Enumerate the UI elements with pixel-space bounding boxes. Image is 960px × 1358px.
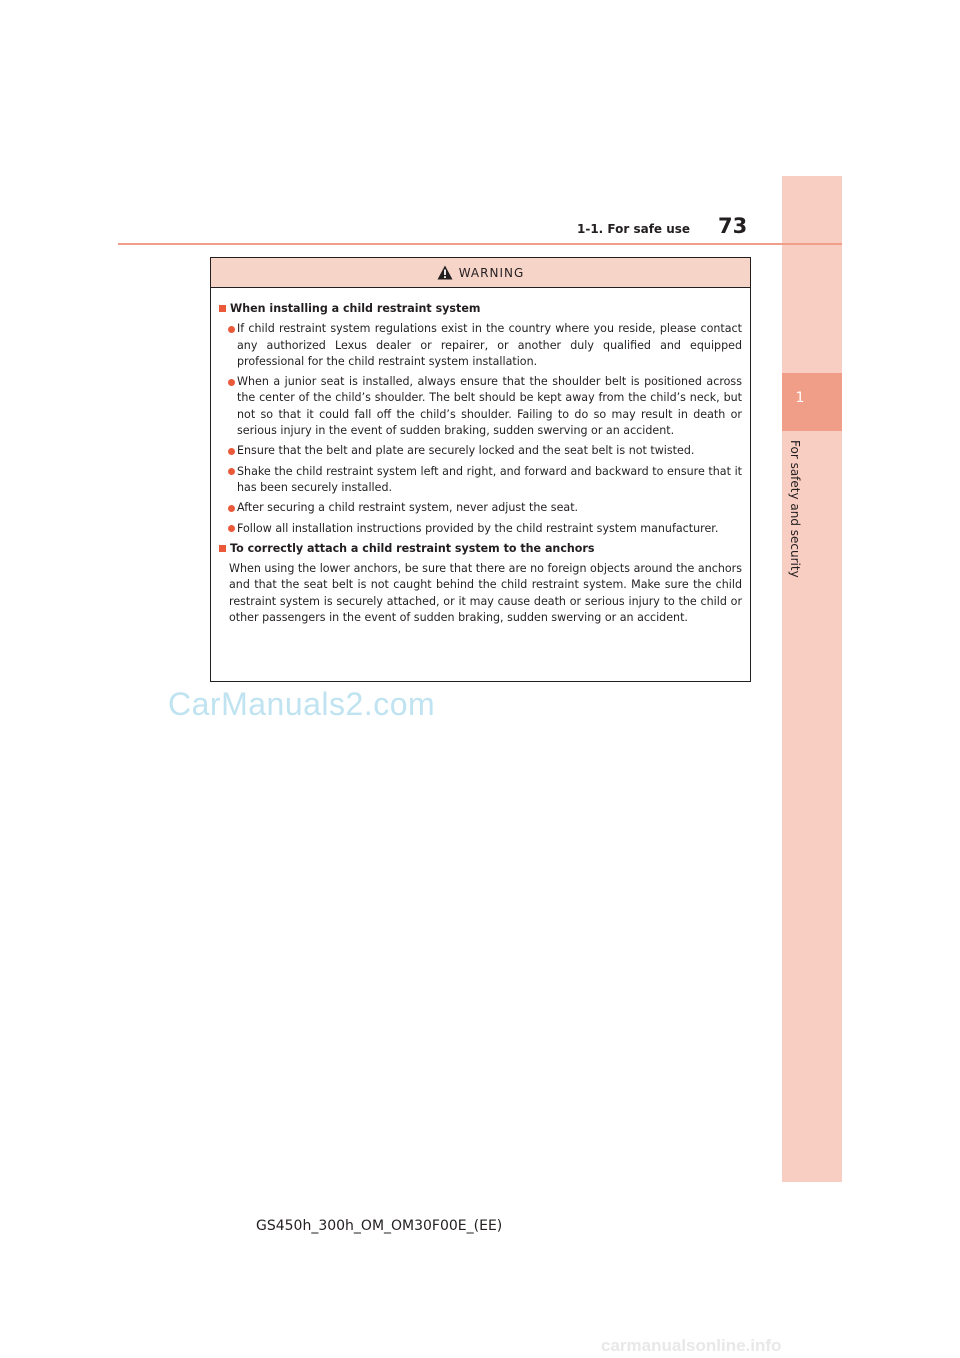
warning-title: WARNING — [458, 265, 525, 280]
section-title: 1-1. For safe use — [577, 222, 691, 236]
list-item-text: After securing a child restraint system, never adjust the seat. — [237, 501, 579, 515]
footer-model-code: GS450h_300h_OM_OM30F00E_(EE) — [256, 1218, 503, 1234]
warning-header — [211, 258, 750, 288]
list-item-text: Follow all installation instructions provided by the child restraint system manufacturer. — [237, 521, 719, 535]
square-bullet-icon — [219, 305, 226, 312]
round-bullet-icon — [228, 505, 235, 512]
list-item — [219, 321, 742, 370]
round-bullet-icon — [228, 448, 235, 455]
chapter-title — [788, 440, 802, 600]
round-bullet-icon — [228, 525, 235, 532]
list-item — [219, 443, 742, 459]
chapter-number: 1 — [795, 390, 805, 406]
topic-heading-text: To correctly attach a child restraint system to the anchors — [230, 541, 595, 555]
watermark-link[interactable]: CarManuals2.com — [168, 686, 436, 722]
warning-box — [210, 257, 751, 682]
list-item-text: If child restraint system regulations exist in the country where you reside, please contact any authorized Lexus dealer or repairer, or another duly qualified and equipped professional for the child restraint system installation. — [237, 322, 742, 368]
round-bullet-icon — [228, 326, 235, 333]
list-item — [219, 521, 742, 537]
topic-paragraph: When using the lower anchors, be sure that there are no foreign objects around the anchors and that the seat belt is not caught behind the child restraint system. Make sure the child restraint system is securely attached, or it may cause death or serious injury to the child or other passengers in the event of sudden braking, sudden swerving or an accident. — [229, 562, 742, 625]
square-bullet-icon — [219, 545, 226, 552]
list-item — [219, 464, 742, 497]
list-item — [219, 500, 742, 516]
round-bullet-icon — [228, 379, 235, 386]
round-bullet-icon — [228, 468, 235, 475]
header-divider — [118, 243, 842, 245]
chapter-title-text: For safety and security — [788, 440, 802, 578]
list-item-text: When a junior seat is installed, always ensure that the shoulder belt is positioned across the center of the child’s shoulder. The belt should be kept away from the child’s neck, but not so that it could fall off the child’s shoulder. Failing to do so may result in death or serious injury in the event of sudden braking, sudden swerving or an accident. — [237, 375, 742, 438]
list-item-text: Ensure that the belt and plate are securely locked and the seat belt is not twisted. — [237, 444, 695, 458]
list-item-text: Shake the child restraint system left and right, and forward and backward to ensure that it has been securely installed. — [237, 464, 742, 494]
list-item — [219, 374, 742, 439]
footer-site-link[interactable]: carmanualsonline.info — [601, 1336, 782, 1355]
warning-body — [211, 288, 750, 626]
topic-heading — [219, 541, 742, 557]
topic-heading-text: When installing a child restraint system — [230, 302, 481, 315]
chapter-tab-column — [782, 176, 842, 1182]
topic-heading — [219, 301, 742, 317]
warning-triangle-icon — [437, 265, 453, 280]
page-number: 73 — [718, 214, 748, 238]
